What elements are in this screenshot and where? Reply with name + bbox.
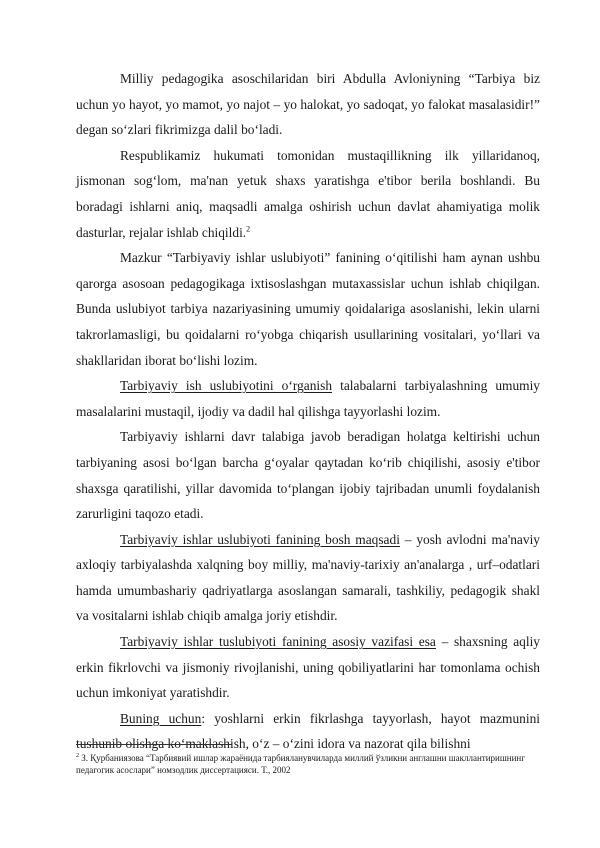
footnote-text: З. Қурбаниязова “Тарбиявий ишлар жараёнида тарбияланувчиларда миллий ўзликни англашни шакллантиришнинг педагогик асослари” номзодлик диссертацияси. Т., 2002: [76, 753, 525, 775]
underlined-term: Buning uchun: [120, 710, 202, 726]
paragraph-text: : yoshlarni erkin fikrlashga tayyorlash, hayot mazmunini tushunib olishga ko‘maklashish, o‘z – o‘zini idora va nazorat qila bilishni: [76, 710, 540, 752]
underlined-term: Tarbiyaviy ishlar tuslubiyoti fanining asosiy vazifasi esa: [120, 634, 436, 650]
body-text: [76, 66, 540, 757]
paragraph-7: [76, 629, 540, 706]
paragraph-text: – shaxsning aqliy erkin fikrlovchi va jismoniy rivojlanishi, uning qobiliyatlarini har tomonlama ochish uchun imkoniyat yaratishdir.: [76, 634, 540, 701]
paragraph-2: [76, 143, 540, 245]
paragraph-text: Tarbiyaviy ishlarni davr talabiga javob beradigan holatga keltirishi uchun tarbiyaning asosi bo‘lgan barcha g‘oyalar qaytadan ko‘rib chiqilishi, asosiy e'tibor shaxsga qaratilishi, yillar davomida to‘plangan ijobiy tajribadan unumli foydalanish zarurligini taqozo etadi.: [76, 429, 540, 522]
footnote-marker: 2: [76, 753, 79, 759]
paragraph-1: [76, 66, 540, 143]
paragraph-3: [76, 245, 540, 373]
paragraph-5: [76, 424, 540, 526]
footnote-reference[interactable]: 2: [246, 224, 251, 234]
paragraph-text: talabalarni tarbiyalashning umumiy masalalarini mustaqil, ijodiy va dadil hal qilishga tayyorlashi lozim.: [76, 378, 540, 419]
underlined-term: Tarbiyaviy ish uslubiyotini o‘rganish: [120, 378, 333, 394]
paragraph-text: Respublikamiz hukumati tomonidan mustaqillikning ilk yillaridanoq, jismonan sog‘lom, ma'nan yetuk shaxs yaratishga e'tibor berila boshlandi. Bu boradagi ishlarni aniq, maqsadli amalga oshirish uchun davlat ahamiyatiga molik dasturlar, rejalar ishlab chiqildi.: [76, 147, 540, 240]
footnote-divider: [76, 744, 232, 745]
paragraph-text: – yosh avlodni ma'naviy axloqiy tarbiyalashda xalqning boy milliy, ma'naviy-tarixiy an'analarga , urf–odatlari hamda umumbashariy qadriyatlarga asoslangan samarali, tashkiliy, pedagogik shakl va vositalarni ishlab chiqib amalga joriy etishdir.: [76, 531, 540, 624]
underlined-term: Tarbiyaviy ishlar uslubiyoti fanining bosh maqsadi: [120, 531, 400, 547]
paragraph-8: [76, 706, 540, 757]
paragraph-text: Milliy pedagogika asoschilaridan biri Abdulla Avloniyning “Tarbiya biz uchun yo hayot, yo mamot, yo najot – yo halokat, yo sadoqat, yo falokat masalasidir!” degan so‘zlari fikrimizga dalil bo‘ladi.: [76, 71, 540, 138]
paragraph-4: [76, 373, 540, 424]
paragraph-6: [76, 527, 540, 629]
paragraph-text: Mazkur “Tarbiyaviy ishlar uslubiyoti” fanining o‘qitilishi ham aynan ushbu qarorga asosoan pedagogikaga ixtisoslashgan mutaxassislar uchun ishlab chiqilgan. Bunda uslubiyot tarbiya nazariyasining umumiy qoidalariga asoslanishi, lekin ularni takrorlamasligi, bu qoidalarni ro‘yobga chiqarish usullarining vositalari, yo‘llari va shakllaridan iborat bo‘lishi lozim.: [76, 250, 540, 368]
footnote: [76, 752, 538, 776]
